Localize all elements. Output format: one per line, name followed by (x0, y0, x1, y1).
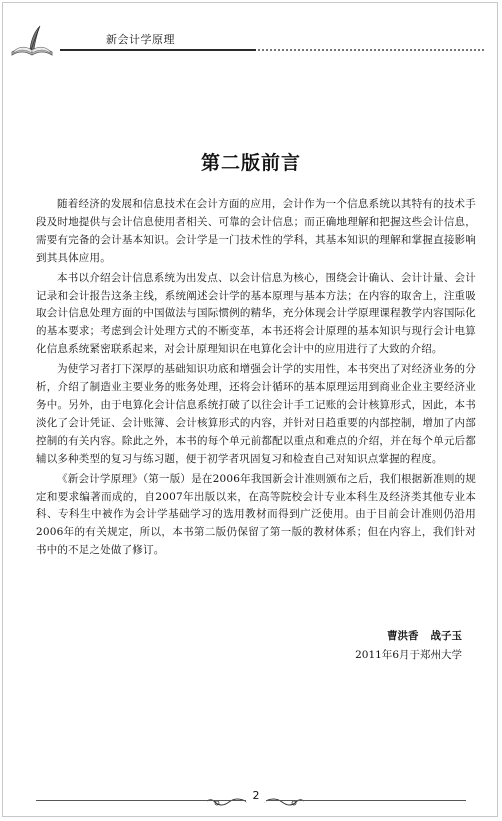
paragraph: 本书以介绍会计信息系统为出发点、以会计信息为核心，围绕会计确认、会计计量、会计记录和会计报告这条主线，系统阐述会计学的基本原理与基本方法；在内容的取舍上，注重吸取会计信息处理方面的中国做法与国际惯例的精华，充分体现会计学原理课程教学内容国际化的基本要求；考虑到会计处理方式的不断变革，本书还将会计原理的基本知识与现行会计电算化信息系统紧密联系起来，对会计原理知识在电算化会计中的应用进行了大致的介绍。 (36, 271, 476, 356)
header-dotted-rule (258, 49, 484, 51)
swirl-ornament-icon (262, 795, 306, 809)
book-quill-icon (10, 22, 54, 58)
paragraph: 为使学习者打下深厚的基础知识功底和增强会计学的实用性，本书突出了对经济业务的分析，介绍了制造业主要业务的账务处理，还将会计循环的基本原理运用到商业企业主要经济业务中。另外，由于电算化会计信息系统打破了以往会计手工记账的会计核算形式，因此，本书淡化了会计凭证、会计账簿、会计核算形式的内容，并针对日趋重要的内部控制，增加了内部控制的有关内容。除此之外，本书的每个单元前都配以重点和难点的介绍，并在每个单元后都辅以多种类型的复习与练习题，便于初学者巩固复习和检查自己对知识点掌握的程度。 (36, 363, 476, 465)
author-name: 曹洪香 (387, 630, 419, 642)
paragraph: 《新会计学原理》（第一版）是在2006年我国新会计准则颁布之后，我们根据新准则的规定和要求编著而成的，自2007年出版以来，在高等院校会计专业本科生及经济类其他专业本科、专科生中被作为会计学基础学习的选用教材而得到广泛使用。由于目前会计准则仍沿用2006年的有关规定，所以，本书第二版仍保留了第一版的教材体系；但在内容上，我们针对书中的不足之处做了修订。 (36, 472, 476, 557)
page-title: 第二版前言 (200, 152, 301, 174)
header-title: 新会计学原理 (106, 33, 175, 46)
running-header (0, 0, 502, 60)
author-name: 战子玉 (430, 630, 462, 642)
signature-date: 2011年6月于郑州大学 (355, 649, 462, 661)
preface-body (36, 196, 476, 562)
swirl-ornament-icon (205, 795, 249, 809)
signature-authors (387, 628, 462, 643)
header-rule (60, 49, 256, 51)
paragraph: 随着经济的发展和信息技术在会计方面的应用，会计作为一个信息系统以其特有的技术手段及时地提供与会计信息使用者相关、可靠的会计信息；而正确地理解和把握这些会计信息，需要有完备的会计基本知识。会计学是一门技术性的学科，其基本知识的理解和掌握直接影响到其具体应用。 (36, 198, 476, 264)
page-number: 2 (246, 789, 266, 802)
